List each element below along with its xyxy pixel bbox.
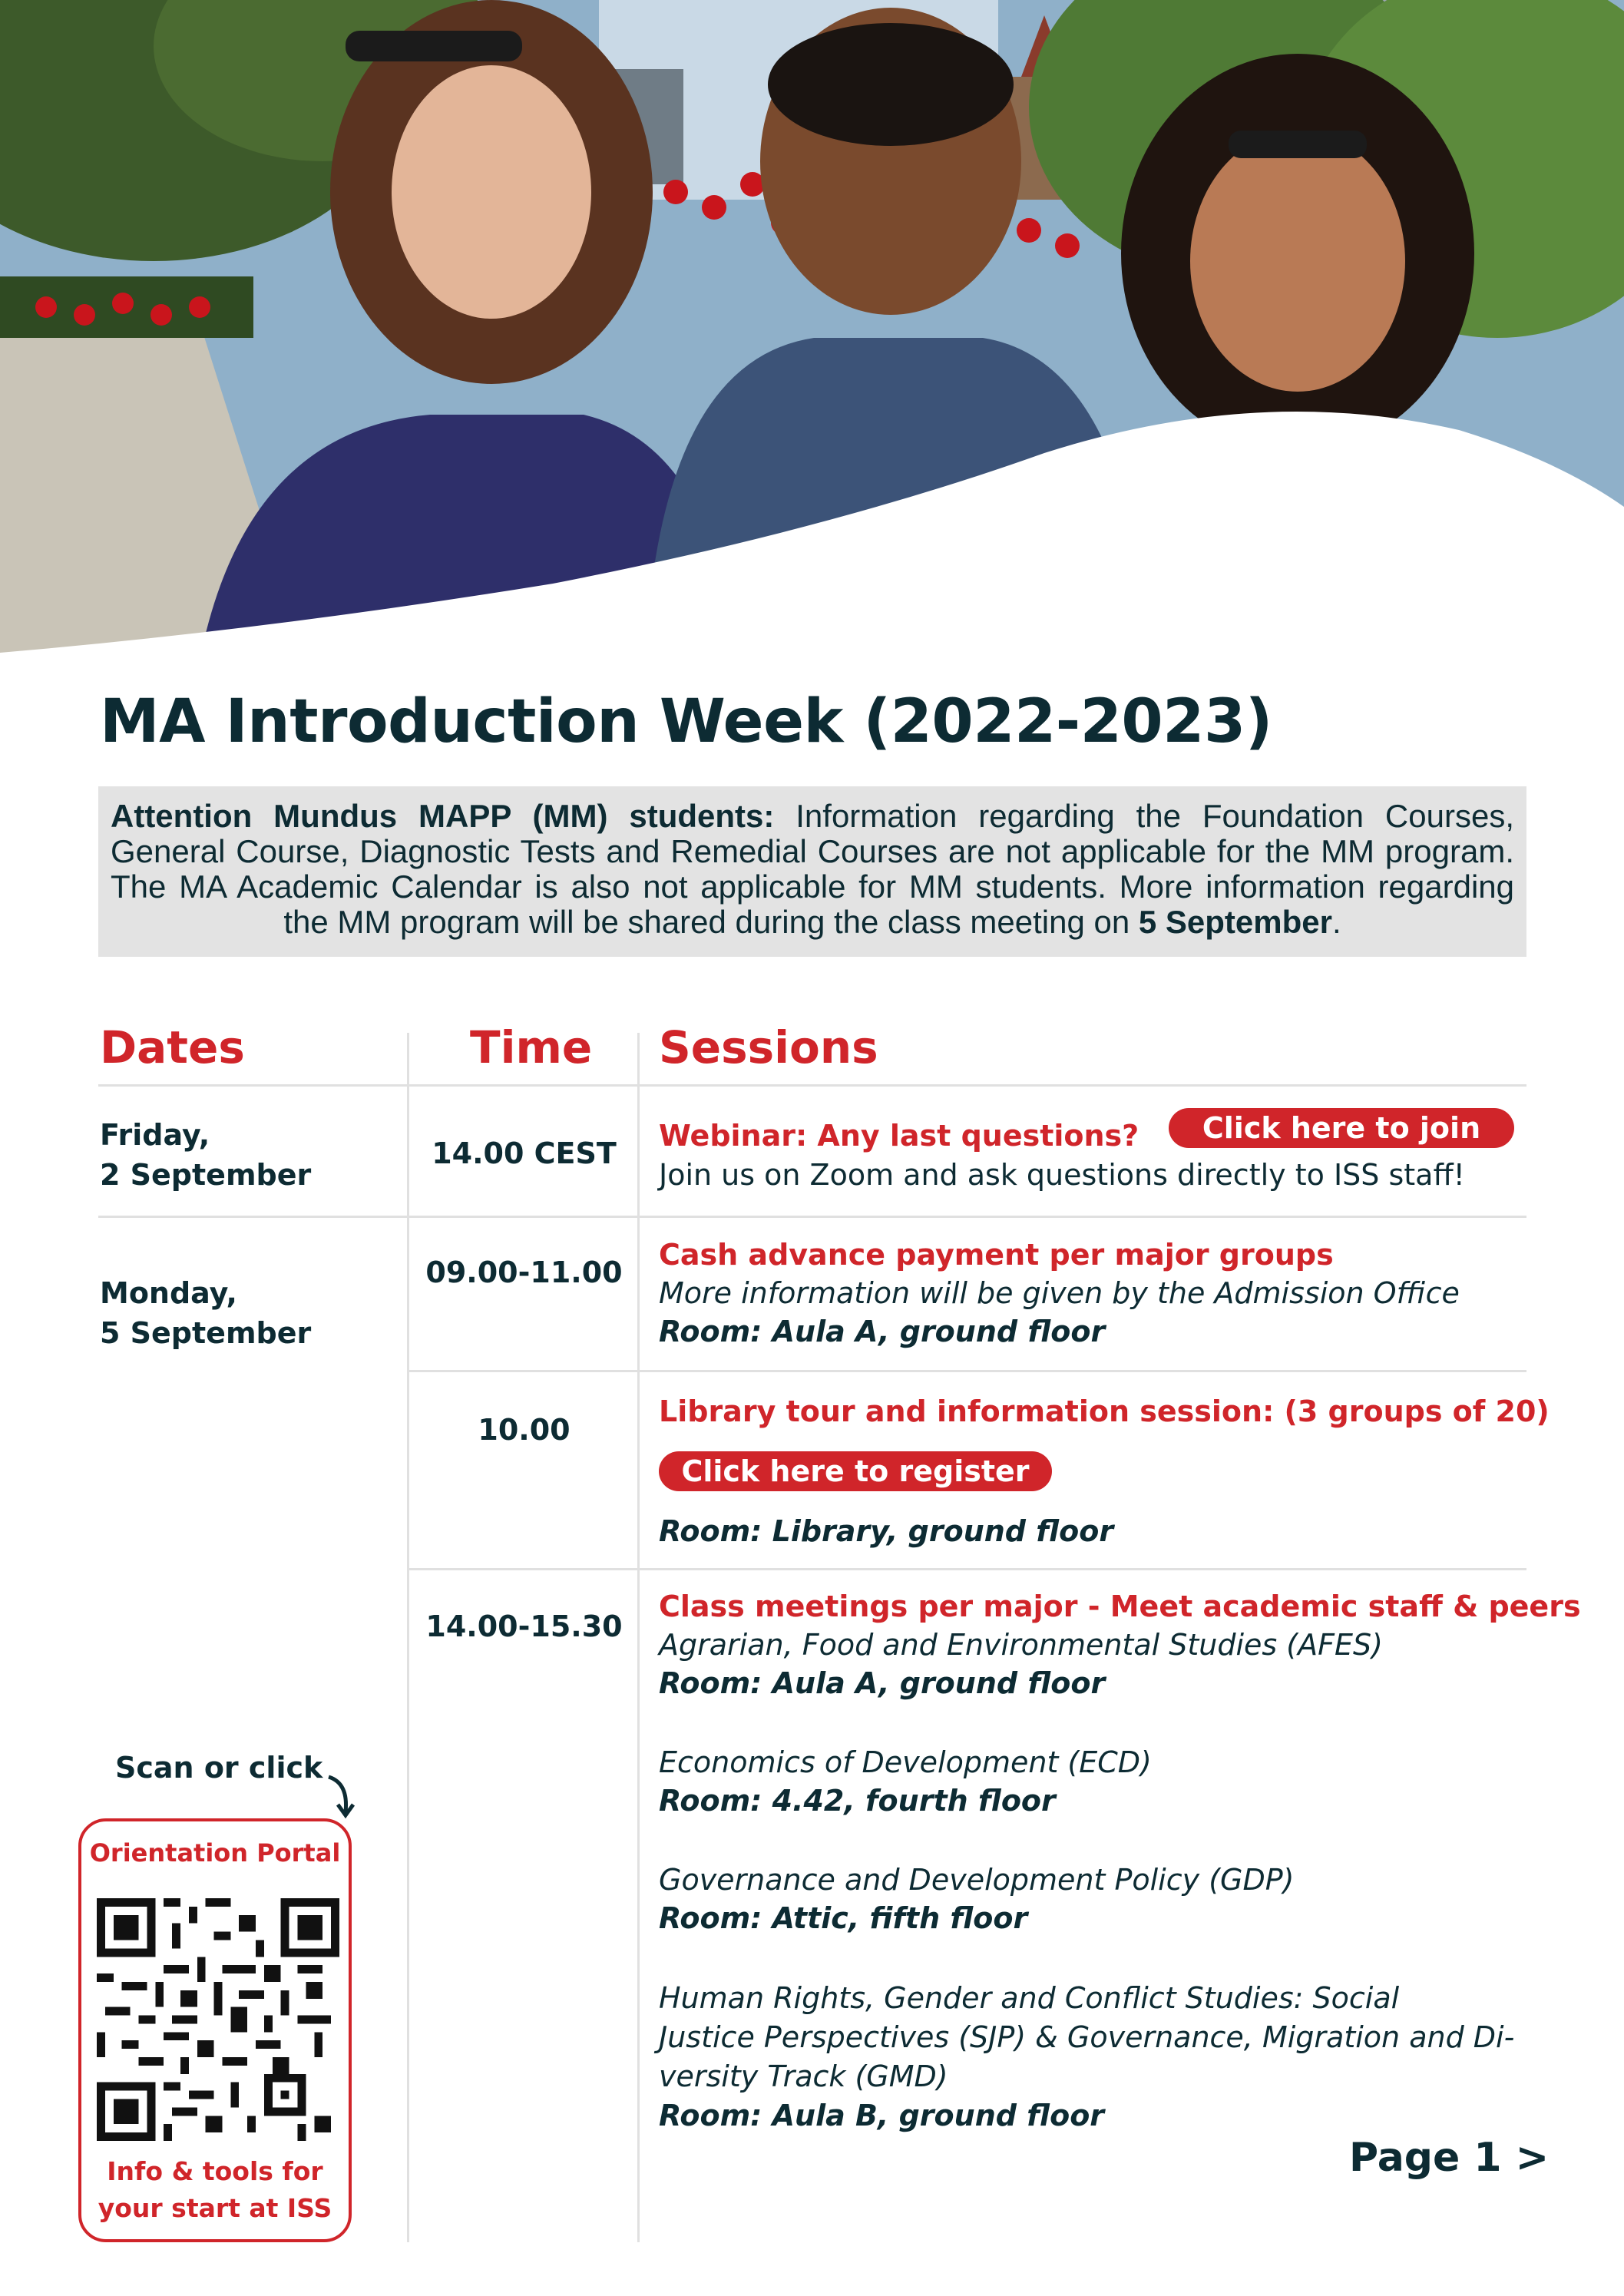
- divider-friday: [98, 1216, 1526, 1218]
- mm-notice-box: [98, 786, 1526, 957]
- major-gdp: Governance and Development Policy (GDP): [659, 1863, 1295, 1897]
- room-sjp: Room: Aula B, ground floor: [659, 2099, 1105, 2132]
- register-library-button[interactable]: Click here to register: [659, 1451, 1052, 1491]
- time-classes: 14.00-15.30: [425, 1610, 623, 1643]
- time-webinar: 14.00 CEST: [432, 1136, 617, 1170]
- divider-vertical-time: [637, 1033, 640, 2242]
- session-classes-title: Class meetings per major - Meet academic staff & peers: [659, 1590, 1581, 1623]
- join-webinar-button[interactable]: Click here to join: [1169, 1108, 1514, 1148]
- orientation-portal-card[interactable]: [78, 1818, 352, 2242]
- time-library: 10.00: [478, 1413, 571, 1447]
- date-monday: Monday, 5 September: [100, 1276, 312, 1350]
- major-sjp-line3: versity Track (GMD): [659, 2059, 948, 2093]
- session-library-room: Room: Library, ground floor: [659, 1514, 1114, 1548]
- portal-subtitle: Info & tools for your start at ISS: [98, 2156, 332, 2223]
- arrow-down-icon: [322, 1774, 361, 1820]
- room-ecd: Room: 4.42, fourth floor: [659, 1784, 1056, 1818]
- next-page-link[interactable]: Page 1 >: [1349, 2135, 1550, 2181]
- session-webinar-text: Join us on Zoom and ask questions directly to ISS staff!: [659, 1158, 1465, 1192]
- hero-photo: [0, 0, 1624, 660]
- time-cash: 09.00-11.00: [425, 1256, 623, 1289]
- session-library-title: Library tour and information session: (3 groups of 20): [659, 1394, 1550, 1428]
- major-sjp-line1: Human Rights, Gender and Conflict Studies: Social: [659, 1981, 1400, 2015]
- divider-vertical-dates: [407, 1033, 409, 2242]
- major-ecd: Economics of Development (ECD): [659, 1745, 1152, 1779]
- room-gdp: Room: Attic, fifth floor: [659, 1901, 1028, 1935]
- qr-code-icon[interactable]: [97, 1898, 339, 2141]
- major-afes: Agrarian, Food and Environmental Studies (AFES): [659, 1628, 1383, 1662]
- major-sjp-line2: Justice Perspectives (SJP) & Governance, Migration and Di-: [659, 2020, 1515, 2054]
- notice-body: Information regarding the Foundation Courses, General Course, Diagnostic Tests and Remedial Courses are not applicable for the MM program. The MA Academic Calendar is also not applicable for MM students. More information regarding the MM program will be shared during the class meeting on: [111, 798, 1514, 940]
- divider-library: [408, 1568, 1526, 1570]
- divider-header: [98, 1084, 1526, 1087]
- session-cash-room: Room: Aula A, ground floor: [659, 1315, 1106, 1348]
- notice-date: 5 September: [1138, 904, 1332, 940]
- date-friday: Friday, 2 September: [100, 1118, 312, 1192]
- scan-or-click-label: Scan or click: [115, 1751, 323, 1785]
- header-dates: Dates: [100, 1021, 245, 1074]
- room-afes: Room: Aula A, ground floor: [659, 1666, 1106, 1700]
- header-sessions: Sessions: [659, 1021, 878, 1074]
- portal-title: Orientation Portal: [89, 1838, 341, 1868]
- page-title: MA Introduction Week (2022-2023): [100, 687, 1272, 756]
- session-cash-text: More information will be given by the Admission Office: [659, 1276, 1460, 1310]
- session-webinar-title: Webinar: Any last questions?: [659, 1119, 1139, 1153]
- divider-cash: [408, 1370, 1526, 1372]
- session-cash-title: Cash advance payment per major groups: [659, 1238, 1334, 1272]
- header-time: Time: [470, 1021, 593, 1074]
- notice-end: .: [1331, 904, 1341, 940]
- notice-lead: Attention Mundus MAPP (MM) students:: [111, 798, 775, 834]
